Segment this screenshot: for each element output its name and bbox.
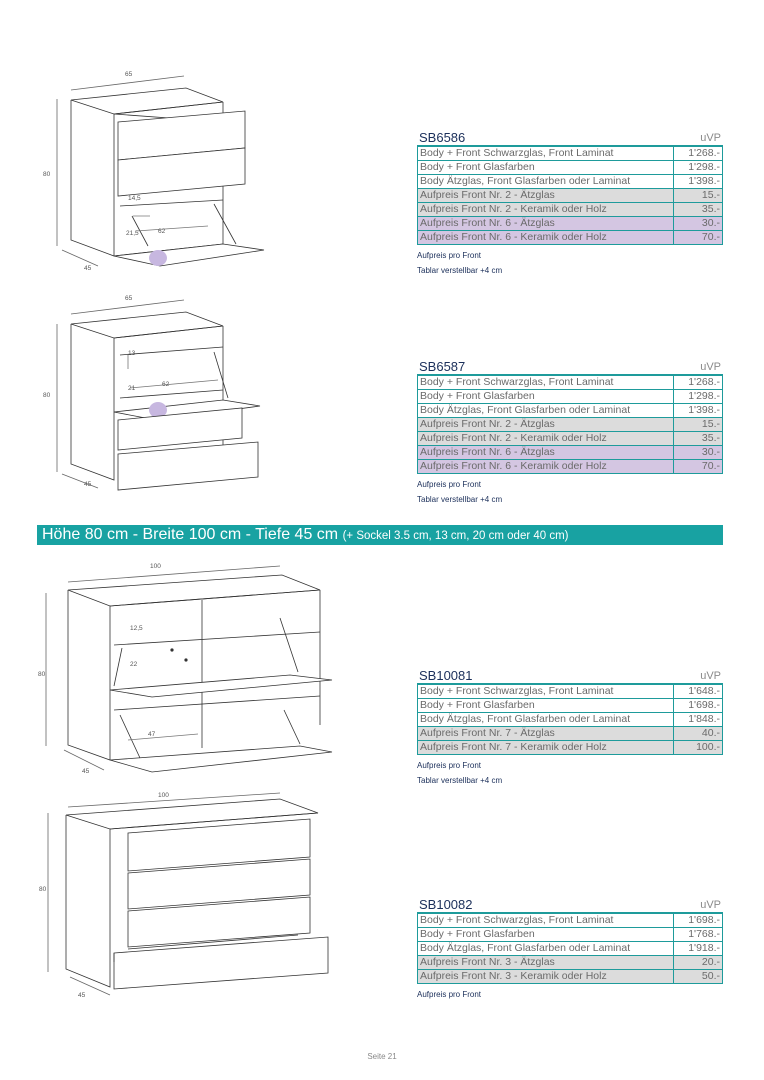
price-row [418, 727, 723, 741]
price-row [418, 942, 723, 956]
row-price: 70.- [674, 231, 723, 245]
uvp-label: uVP [700, 670, 721, 682]
price-row [418, 956, 723, 970]
uvp-label: uVP [700, 132, 721, 144]
product-code: SB6586 [419, 130, 466, 145]
row-price: 30.- [674, 217, 723, 231]
uvp-label: uVP [700, 361, 721, 373]
price-row [418, 147, 723, 161]
note-tablar: Tablar verstellbar +4 cm [417, 266, 503, 275]
dim-width: 65 [125, 71, 133, 78]
price-table [417, 375, 723, 474]
row-desc: Aufpreis Front Nr. 2 - Ätzglas [418, 418, 674, 432]
price-row [418, 970, 723, 984]
row-price: 1'268.- [674, 147, 723, 161]
dim-width: 100 [158, 792, 169, 799]
row-price: 15.- [674, 189, 723, 203]
row-price: 1'298.- [674, 161, 723, 175]
price-row [418, 741, 723, 755]
dim-depth: 45 [84, 481, 92, 488]
row-desc: Aufpreis Front Nr. 6 - Ätzglas [418, 217, 674, 231]
price-table [417, 913, 723, 984]
row-price: 1'298.- [674, 390, 723, 404]
row-price: 50.- [674, 970, 723, 984]
price-row [418, 161, 723, 175]
row-desc: Aufpreis Front Nr. 2 - Keramik oder Holz [418, 432, 674, 446]
row-price: 35.- [674, 203, 723, 217]
row-price: 20.- [674, 956, 723, 970]
row-desc: Body + Front Glasfarben [418, 161, 674, 175]
dim-height: 80 [38, 671, 46, 678]
row-price: 40.- [674, 727, 723, 741]
row-desc: Aufpreis Front Nr. 6 - Keramik oder Holz [418, 231, 674, 245]
row-price: 30.- [674, 446, 723, 460]
dim-a: 14,5 [128, 195, 141, 202]
row-price: 1'698.- [674, 914, 723, 928]
row-desc: Body Ätzglas, Front Glasfarben oder Laminat [418, 713, 674, 727]
row-desc: Aufpreis Front Nr. 3 - Keramik oder Holz [418, 970, 674, 984]
price-row [418, 432, 723, 446]
dimension-banner [37, 525, 723, 545]
row-desc: Body Ätzglas, Front Glasfarben oder Laminat [418, 175, 674, 189]
row-desc: Body + Front Glasfarben [418, 699, 674, 713]
price-row [418, 203, 723, 217]
price-row [418, 376, 723, 390]
product-header [417, 130, 723, 146]
uvp-label: uVP [700, 899, 721, 911]
row-desc: Aufpreis Front Nr. 6 - Keramik oder Holz [418, 460, 674, 474]
product-header [417, 897, 723, 913]
note-front: Aufpreis pro Front [417, 761, 482, 770]
dim-a: 13 [128, 350, 136, 357]
page-number: Seite 21 [367, 1052, 397, 1061]
row-price: 1'918.- [674, 942, 723, 956]
price-row [418, 217, 723, 231]
row-desc: Aufpreis Front Nr. 3 - Ätzglas [418, 956, 674, 970]
dim-b: 21 [128, 385, 136, 392]
sb10081-drawing [30, 560, 340, 785]
product-code: SB10081 [419, 668, 473, 683]
row-price: 1'398.- [674, 175, 723, 189]
note-front: Aufpreis pro Front [417, 251, 482, 260]
dim-height: 80 [43, 392, 51, 399]
product-code: SB10082 [419, 897, 473, 912]
price-row [418, 418, 723, 432]
row-desc: Body + Front Glasfarben [418, 928, 674, 942]
row-price: 1'848.- [674, 713, 723, 727]
note-tablar: Tablar verstellbar +4 cm [417, 495, 503, 504]
row-price: 1'268.- [674, 376, 723, 390]
row-desc: Body + Front Glasfarben [418, 390, 674, 404]
product-header [417, 359, 723, 375]
note-front: Aufpreis pro Front [417, 480, 482, 489]
row-desc: Aufpreis Front Nr. 7 - Ätzglas [418, 727, 674, 741]
row-price: 35.- [674, 432, 723, 446]
product-header [417, 668, 723, 684]
product-sb10082 [417, 897, 723, 1002]
price-row [418, 446, 723, 460]
row-price: 70.- [674, 460, 723, 474]
row-price: 1'768.- [674, 928, 723, 942]
sb6587-drawing [38, 292, 268, 492]
price-row [418, 460, 723, 474]
row-price: 15.- [674, 418, 723, 432]
row-price: 1'398.- [674, 404, 723, 418]
price-table [417, 684, 723, 755]
banner-main-text: Höhe 80 cm - Breite 100 cm - Tiefe 45 cm [42, 526, 339, 543]
note-tablar: Tablar verstellbar +4 cm [417, 776, 503, 785]
row-desc: Aufpreis Front Nr. 7 - Keramik oder Holz [418, 741, 674, 755]
row-desc: Body Ätzglas, Front Glasfarben oder Laminat [418, 404, 674, 418]
marker-dot [149, 250, 167, 266]
row-desc: Body Ätzglas, Front Glasfarben oder Laminat [418, 942, 674, 956]
dim-c: 62 [162, 381, 170, 388]
row-desc: Body + Front Schwarzglas, Front Laminat [418, 914, 674, 928]
price-row [418, 189, 723, 203]
dim-c: 47 [148, 731, 156, 738]
price-row [418, 390, 723, 404]
sb10082-drawing [30, 787, 340, 1012]
product-sb6587 [417, 359, 723, 507]
dim-c: 62 [158, 228, 166, 235]
row-price: 1'648.- [674, 685, 723, 699]
dim-width: 100 [150, 563, 161, 570]
sb6586-drawing [38, 66, 268, 276]
row-desc: Body + Front Schwarzglas, Front Laminat [418, 685, 674, 699]
row-price: 100.- [674, 741, 723, 755]
banner-sub-text: (+ Sockel 3.5 cm, 13 cm, 20 cm oder 40 cm) [342, 530, 569, 542]
price-row [418, 231, 723, 245]
price-table [417, 146, 723, 245]
product-code: SB6587 [419, 359, 466, 374]
dim-b: 22 [130, 661, 138, 668]
price-row [418, 685, 723, 699]
row-desc: Body + Front Schwarzglas, Front Laminat [418, 376, 674, 390]
product-sb6586 [417, 130, 723, 278]
dim-width: 65 [125, 295, 133, 302]
row-desc: Aufpreis Front Nr. 2 - Keramik oder Holz [418, 203, 674, 217]
product-sb10081 [417, 668, 723, 788]
dim-depth: 45 [82, 768, 90, 775]
dim-depth: 45 [84, 265, 92, 272]
price-row [418, 175, 723, 189]
price-row [418, 713, 723, 727]
dim-a: 12,5 [130, 625, 143, 632]
row-price: 1'698.- [674, 699, 723, 713]
price-row [418, 914, 723, 928]
price-row [418, 928, 723, 942]
dim-height: 80 [39, 886, 47, 893]
price-row [418, 699, 723, 713]
row-desc: Body + Front Schwarzglas, Front Laminat [418, 147, 674, 161]
price-row [418, 404, 723, 418]
dim-b: 21,5 [126, 230, 139, 237]
dim-height: 80 [43, 171, 51, 178]
row-desc: Aufpreis Front Nr. 6 - Ätzglas [418, 446, 674, 460]
row-desc: Aufpreis Front Nr. 2 - Ätzglas [418, 189, 674, 203]
dim-depth: 45 [78, 992, 86, 999]
note-front: Aufpreis pro Front [417, 990, 482, 999]
